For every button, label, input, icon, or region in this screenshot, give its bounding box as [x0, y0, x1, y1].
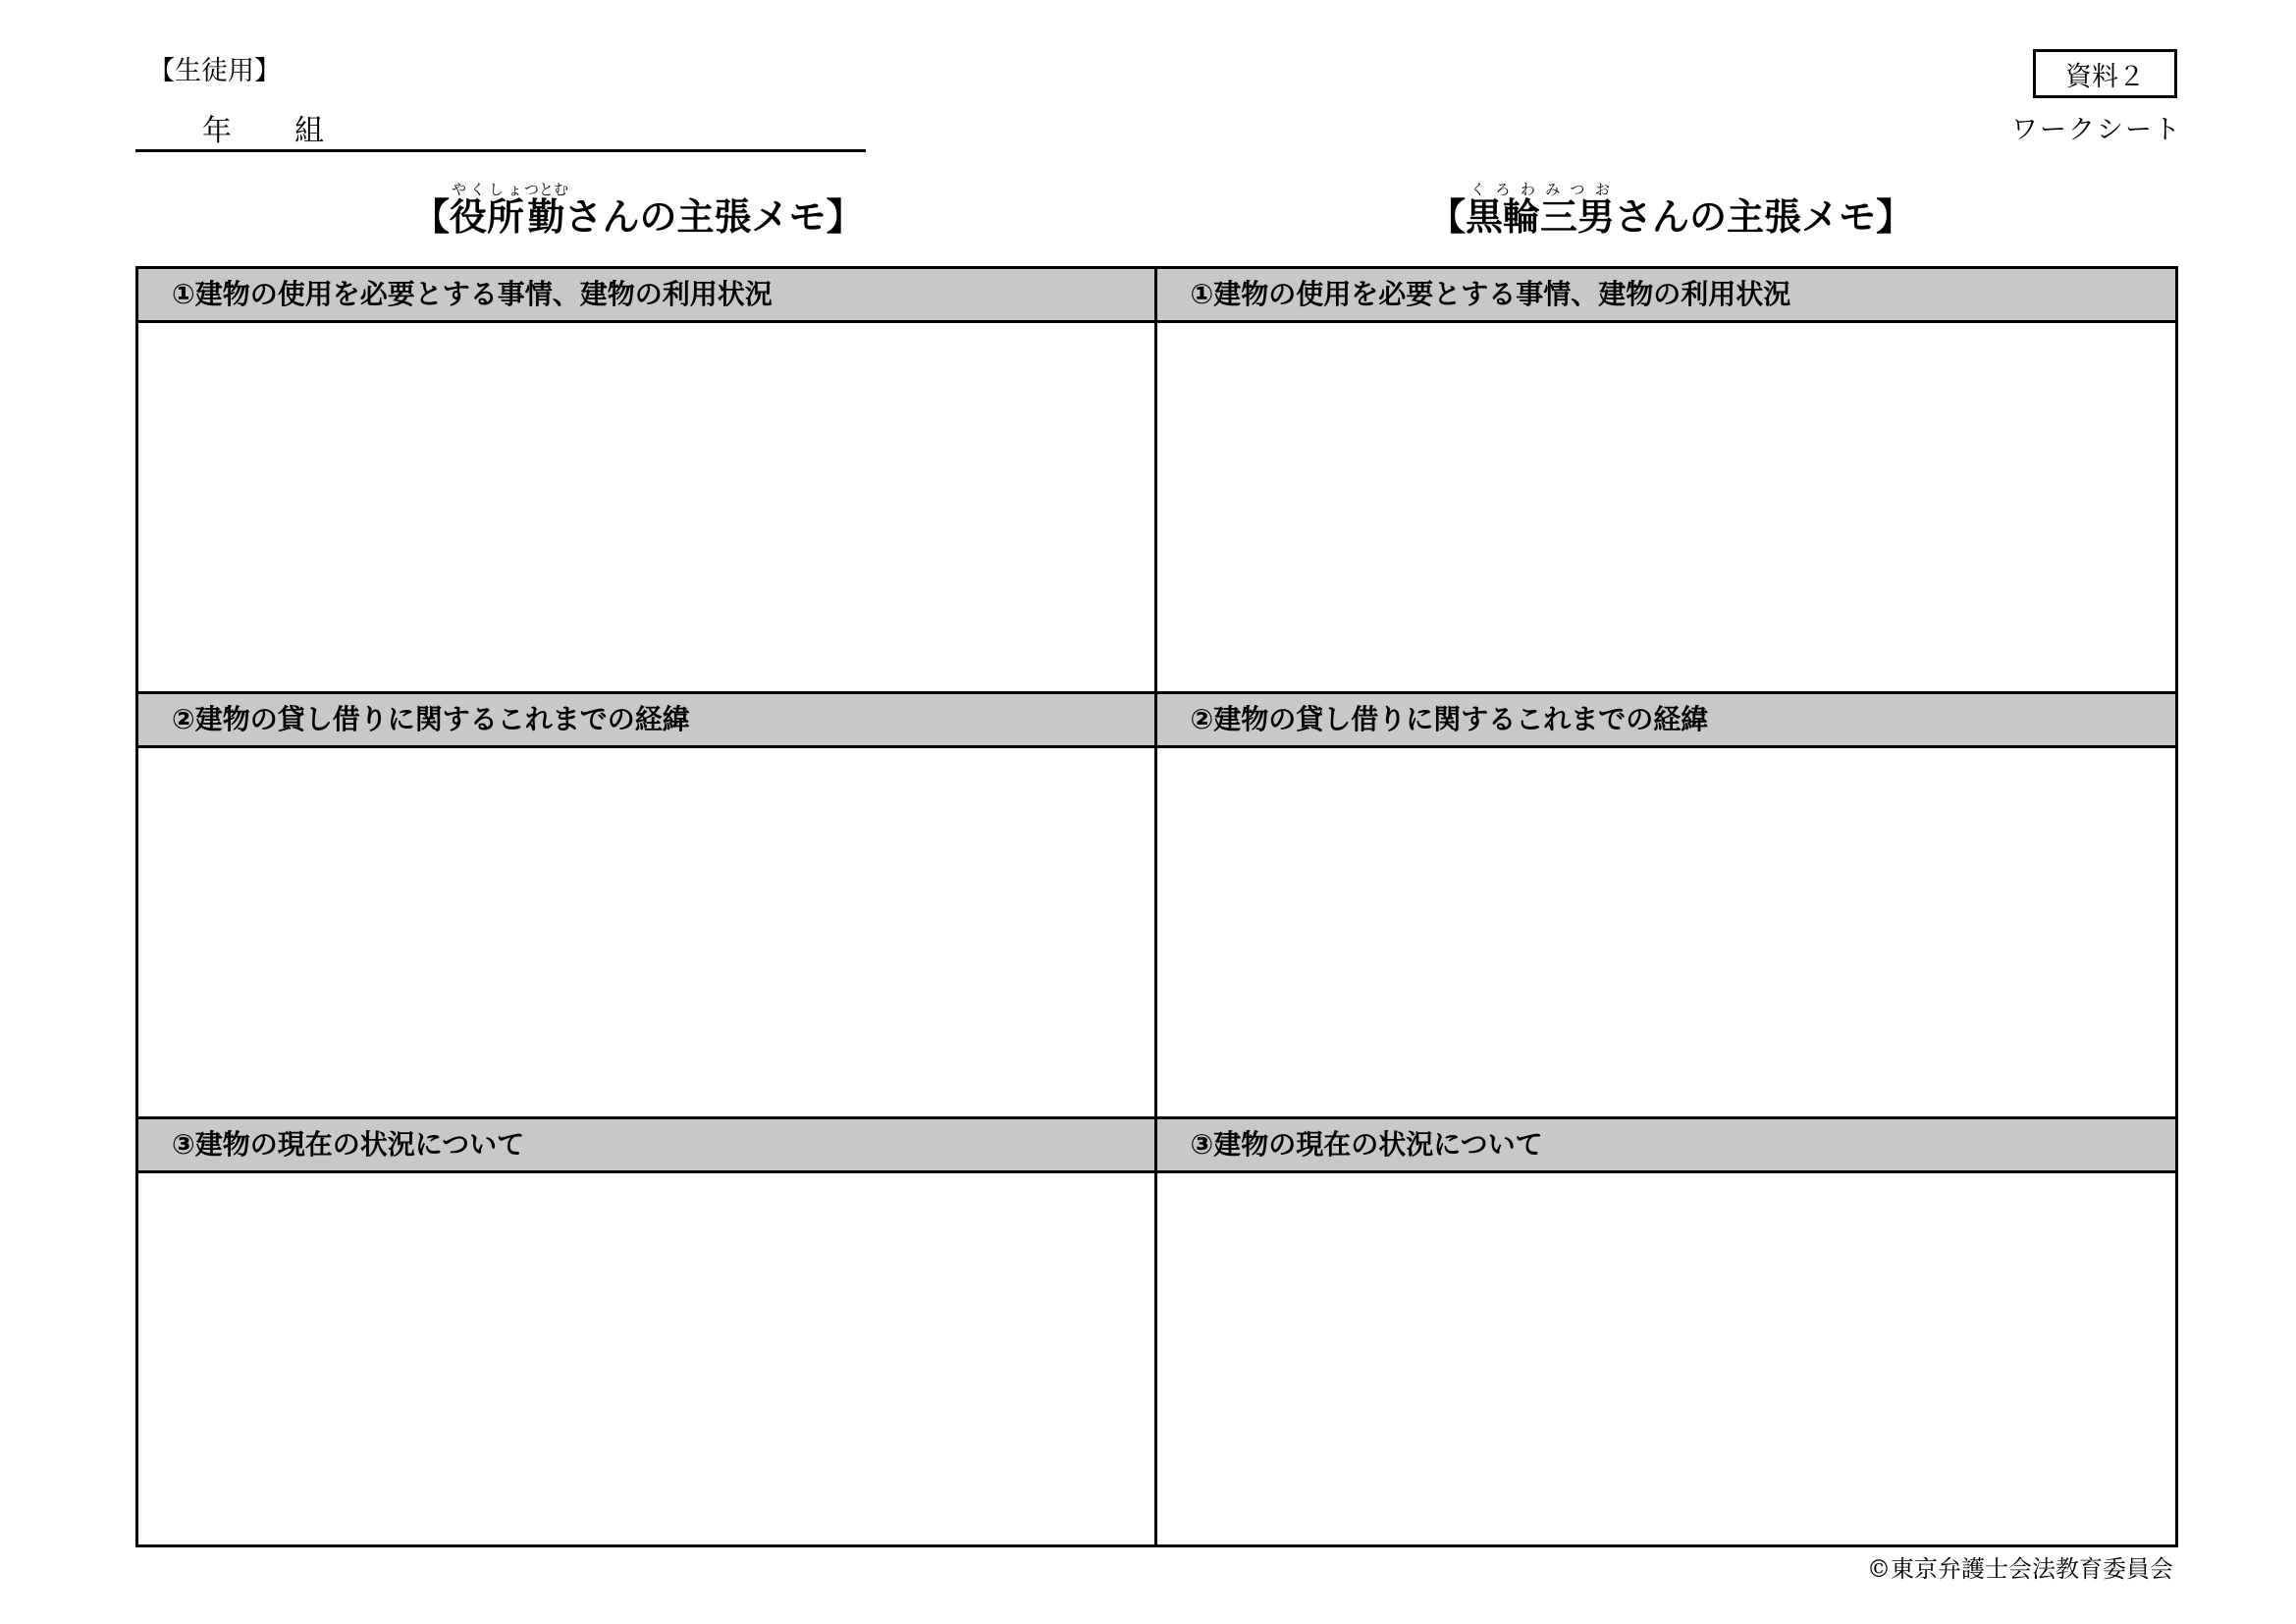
left-name-part-1: 役所やくしょ — [450, 181, 525, 239]
left-section-3 — [138, 1119, 1157, 1544]
section-header: ②建物の貸し借りに関するこれまでの経緯 — [138, 694, 1154, 748]
section-header: ③建物の現在の状況について — [1157, 1119, 2176, 1173]
left-section-2 — [138, 694, 1157, 1119]
right-section-2 — [1157, 694, 2176, 1119]
section-header: ①建物の使用を必要とする事情、建物の利用状況 — [138, 269, 1154, 323]
left-memo-title: 【役所やくしょ勤つとむさんの主張メモ】 — [412, 181, 864, 239]
class-label: 組 — [294, 114, 324, 148]
section-header: ①建物の使用を必要とする事情、建物の利用状況 — [1157, 269, 2176, 323]
right-section-1 — [1157, 269, 2176, 694]
memo-grid — [135, 266, 2178, 1547]
left-section-1-writing-area[interactable] — [138, 323, 1154, 691]
document-id-box — [2033, 49, 2177, 98]
right-name-part-1: 黒輪くろわ — [1466, 181, 1541, 239]
year-label: 年 — [202, 114, 232, 148]
right-section-1-writing-area[interactable] — [1157, 323, 2176, 691]
left-section-3-writing-area[interactable] — [138, 1173, 1154, 1544]
copyright-notice: ©東京弁護士会法教育委員会 — [1867, 1555, 2173, 1583]
right-name-part-2: 三男みつお — [1540, 181, 1616, 239]
document-id: 資料２ — [2065, 61, 2145, 92]
left-section-2-writing-area[interactable] — [138, 748, 1154, 1116]
right-memo-title: 【黒輪くろわ三男みつおさんの主張メモ】 — [1428, 181, 1914, 239]
right-section-2-writing-area[interactable] — [1157, 748, 2176, 1116]
right-section-3 — [1157, 1119, 2176, 1544]
left-name-part-2: 勤つとむ — [524, 181, 569, 239]
grade-class-field[interactable] — [135, 106, 866, 152]
left-section-1 — [138, 269, 1157, 694]
section-header: ③建物の現在の状況について — [138, 1119, 1154, 1173]
right-section-3-writing-area[interactable] — [1157, 1173, 2176, 1544]
section-header: ②建物の貸し借りに関するこれまでの経緯 — [1157, 694, 2176, 748]
worksheet-label: ワークシート — [2011, 115, 2182, 145]
student-use-label: 【生徒用】 — [148, 56, 281, 86]
